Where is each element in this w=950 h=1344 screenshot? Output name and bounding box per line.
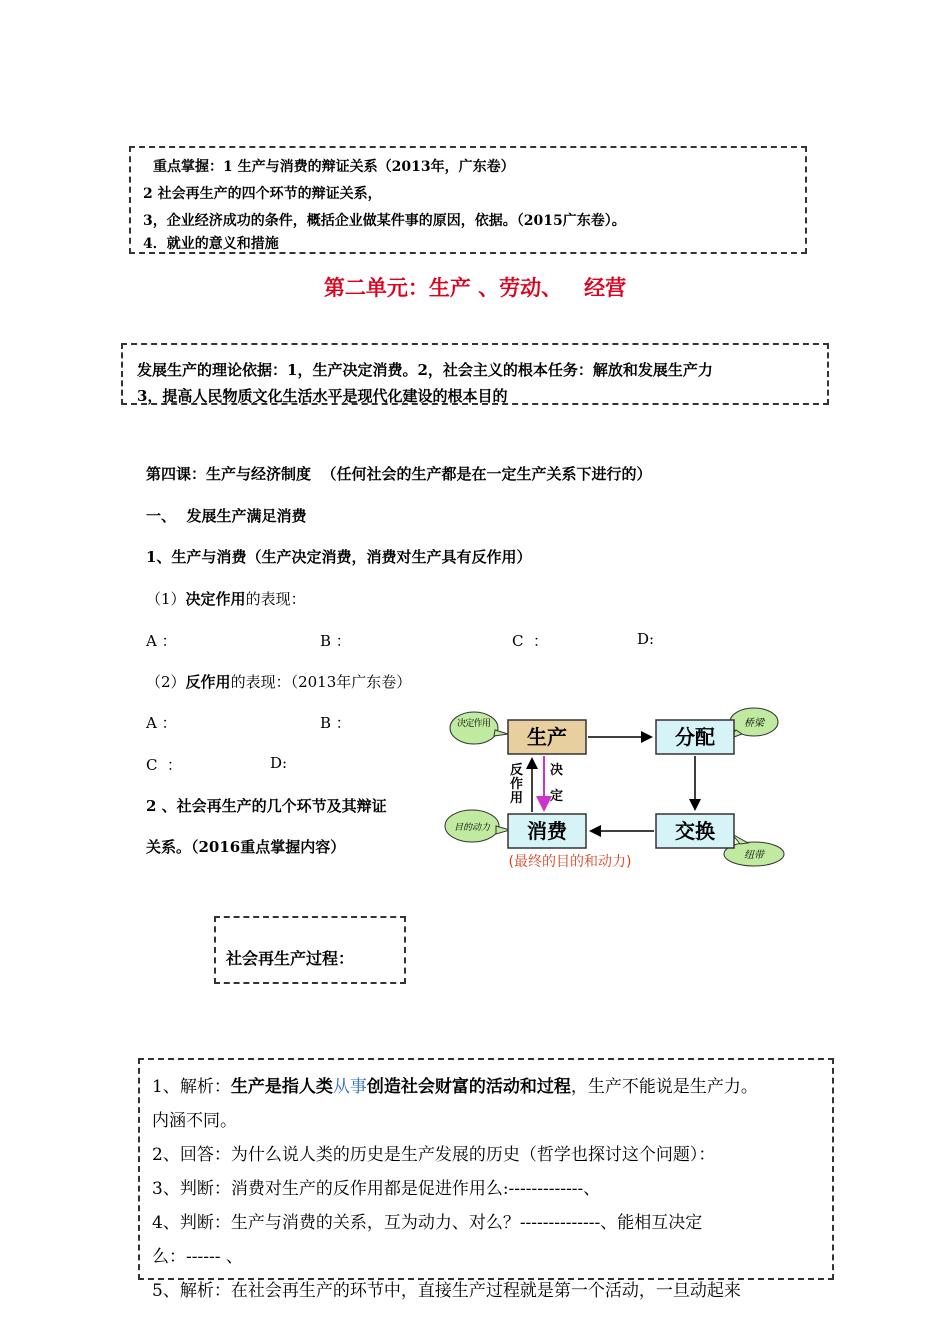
- exercise-1-bold-b: 创造社会财富的活动和过程: [366, 1077, 571, 1097]
- node-distribution: [656, 720, 734, 754]
- exercise-line-4: 3、判断：消费对生产的反作用都是促进作用么:-------------、: [152, 1179, 601, 1199]
- bubble-decisive: [450, 712, 508, 744]
- item-2-bold: 反作用: [185, 673, 231, 691]
- theory-line-2: 3，提高人民物质文化生活水平是现代化建设的根本目的: [137, 387, 508, 405]
- key-point-3: 3，企业经济成功的条件，概括企业做某件事的原因，依据。（2015广东卷）。: [143, 213, 626, 229]
- key-point-2: 2 社会再生产的四个环节的辩证关系，: [143, 186, 382, 202]
- node-production: [508, 720, 586, 754]
- subsection-2-line-1: 2 、社会再生产的几个环节及其辩证: [146, 797, 387, 815]
- diagram-caption: (最终的目的和动力): [508, 854, 632, 870]
- item-1-suffix: 的表现：: [245, 590, 306, 608]
- node-production-label: 生产: [527, 725, 567, 749]
- row1-b: B ：: [320, 632, 351, 650]
- row1-d: D:: [637, 630, 655, 648]
- exercise-line-7: 5、解析：在社会再生产的环节中，直接生产过程就是第一个活动，一旦动起来: [152, 1281, 741, 1301]
- item-1-line: [146, 588, 306, 609]
- theory-basis-box: [121, 343, 829, 405]
- key-points-box: [129, 146, 807, 254]
- item-2-suffix: 的表现：（2013年广东卷）: [230, 673, 412, 691]
- node-consumption: [508, 814, 586, 848]
- bubble-goal: [445, 810, 510, 842]
- node-exchange: [656, 814, 734, 848]
- item-1-prefix: （1）: [146, 590, 186, 608]
- exercise-line-5: 4、判断：生产与消费的关系，互为动力、对么？--------------、能相互决定: [152, 1213, 703, 1233]
- bubble-link-label: 纽带: [744, 850, 764, 861]
- exercise-1-prefix: 1、解析：: [152, 1077, 231, 1097]
- row1-a: A ：: [146, 632, 177, 650]
- reaction-char-3: 用: [510, 791, 524, 806]
- row2-b: B ：: [320, 714, 351, 732]
- row1-c: C ：: [512, 632, 549, 650]
- reaction-char-2: 作: [510, 777, 524, 792]
- unit-title: 第二单元：生产 、劳动、 经营: [323, 275, 627, 300]
- node-distribution-label: 分配: [675, 725, 715, 749]
- exercise-box: [138, 1058, 834, 1301]
- subsection-1-title: 1、生产与消费（生产决定消费，消费对生产具有反作用）: [146, 548, 532, 566]
- section-1-title: 一、 发展生产满足消费: [146, 507, 307, 525]
- exercise-line-3: 2、回答：为什么说人类的历史是生产发展的历史（哲学也探讨这个问题）：: [152, 1145, 716, 1165]
- node-exchange-label: 交换: [675, 819, 715, 843]
- row3-c: C ：: [146, 756, 183, 774]
- exercise-line-1: [152, 1070, 832, 1104]
- theory-line-1: 发展生产的理论依据：1，生产决定消费。2，社会主义的根本任务：解放和发展生产力: [137, 361, 713, 379]
- decide-char-1: 决: [550, 763, 564, 778]
- item-2-line: [146, 671, 411, 692]
- bubble-decisive-label-1: 决定作用: [457, 719, 491, 729]
- row3-d: D:: [270, 754, 288, 772]
- node-consumption-label: 消费: [527, 819, 567, 843]
- reproduction-diagram: [440, 700, 800, 880]
- item-1-bold: 决定作用: [185, 590, 246, 608]
- exercise-1-suffix: ，生产不能说是生产力。: [570, 1077, 758, 1097]
- row2-a: A ：: [146, 714, 177, 732]
- exercise-line-6: 么：------ 、: [152, 1247, 243, 1267]
- bubble-bridge-label: 桥梁: [744, 718, 764, 729]
- subsection-2-line-2: 关系。（2016重点掌握内容）: [146, 838, 346, 856]
- lesson-heading: 第四课：生产与经济制度 （任何社会的生产都是在一定生产关系下进行的）: [146, 465, 652, 483]
- reaction-char-1: 反: [510, 763, 524, 778]
- bubble-goal-label: 目的动力: [453, 823, 491, 833]
- reproduction-process-label: 社会再生产过程：: [226, 949, 355, 968]
- key-point-4: 4．就业的意义和措施: [143, 236, 279, 252]
- exercise-line-2: 内涵不同。: [152, 1111, 237, 1131]
- key-point-1: 重点掌握：1 生产与消费的辩证关系（2013年，广东卷）: [153, 159, 515, 175]
- decide-char-2: 定: [550, 789, 564, 804]
- exercise-1-blue: 从事: [332, 1077, 367, 1097]
- reproduction-process-box: [214, 916, 406, 984]
- item-2-prefix: （2）: [146, 673, 186, 691]
- exercise-1-bold-a: 生产是指人类: [230, 1077, 333, 1097]
